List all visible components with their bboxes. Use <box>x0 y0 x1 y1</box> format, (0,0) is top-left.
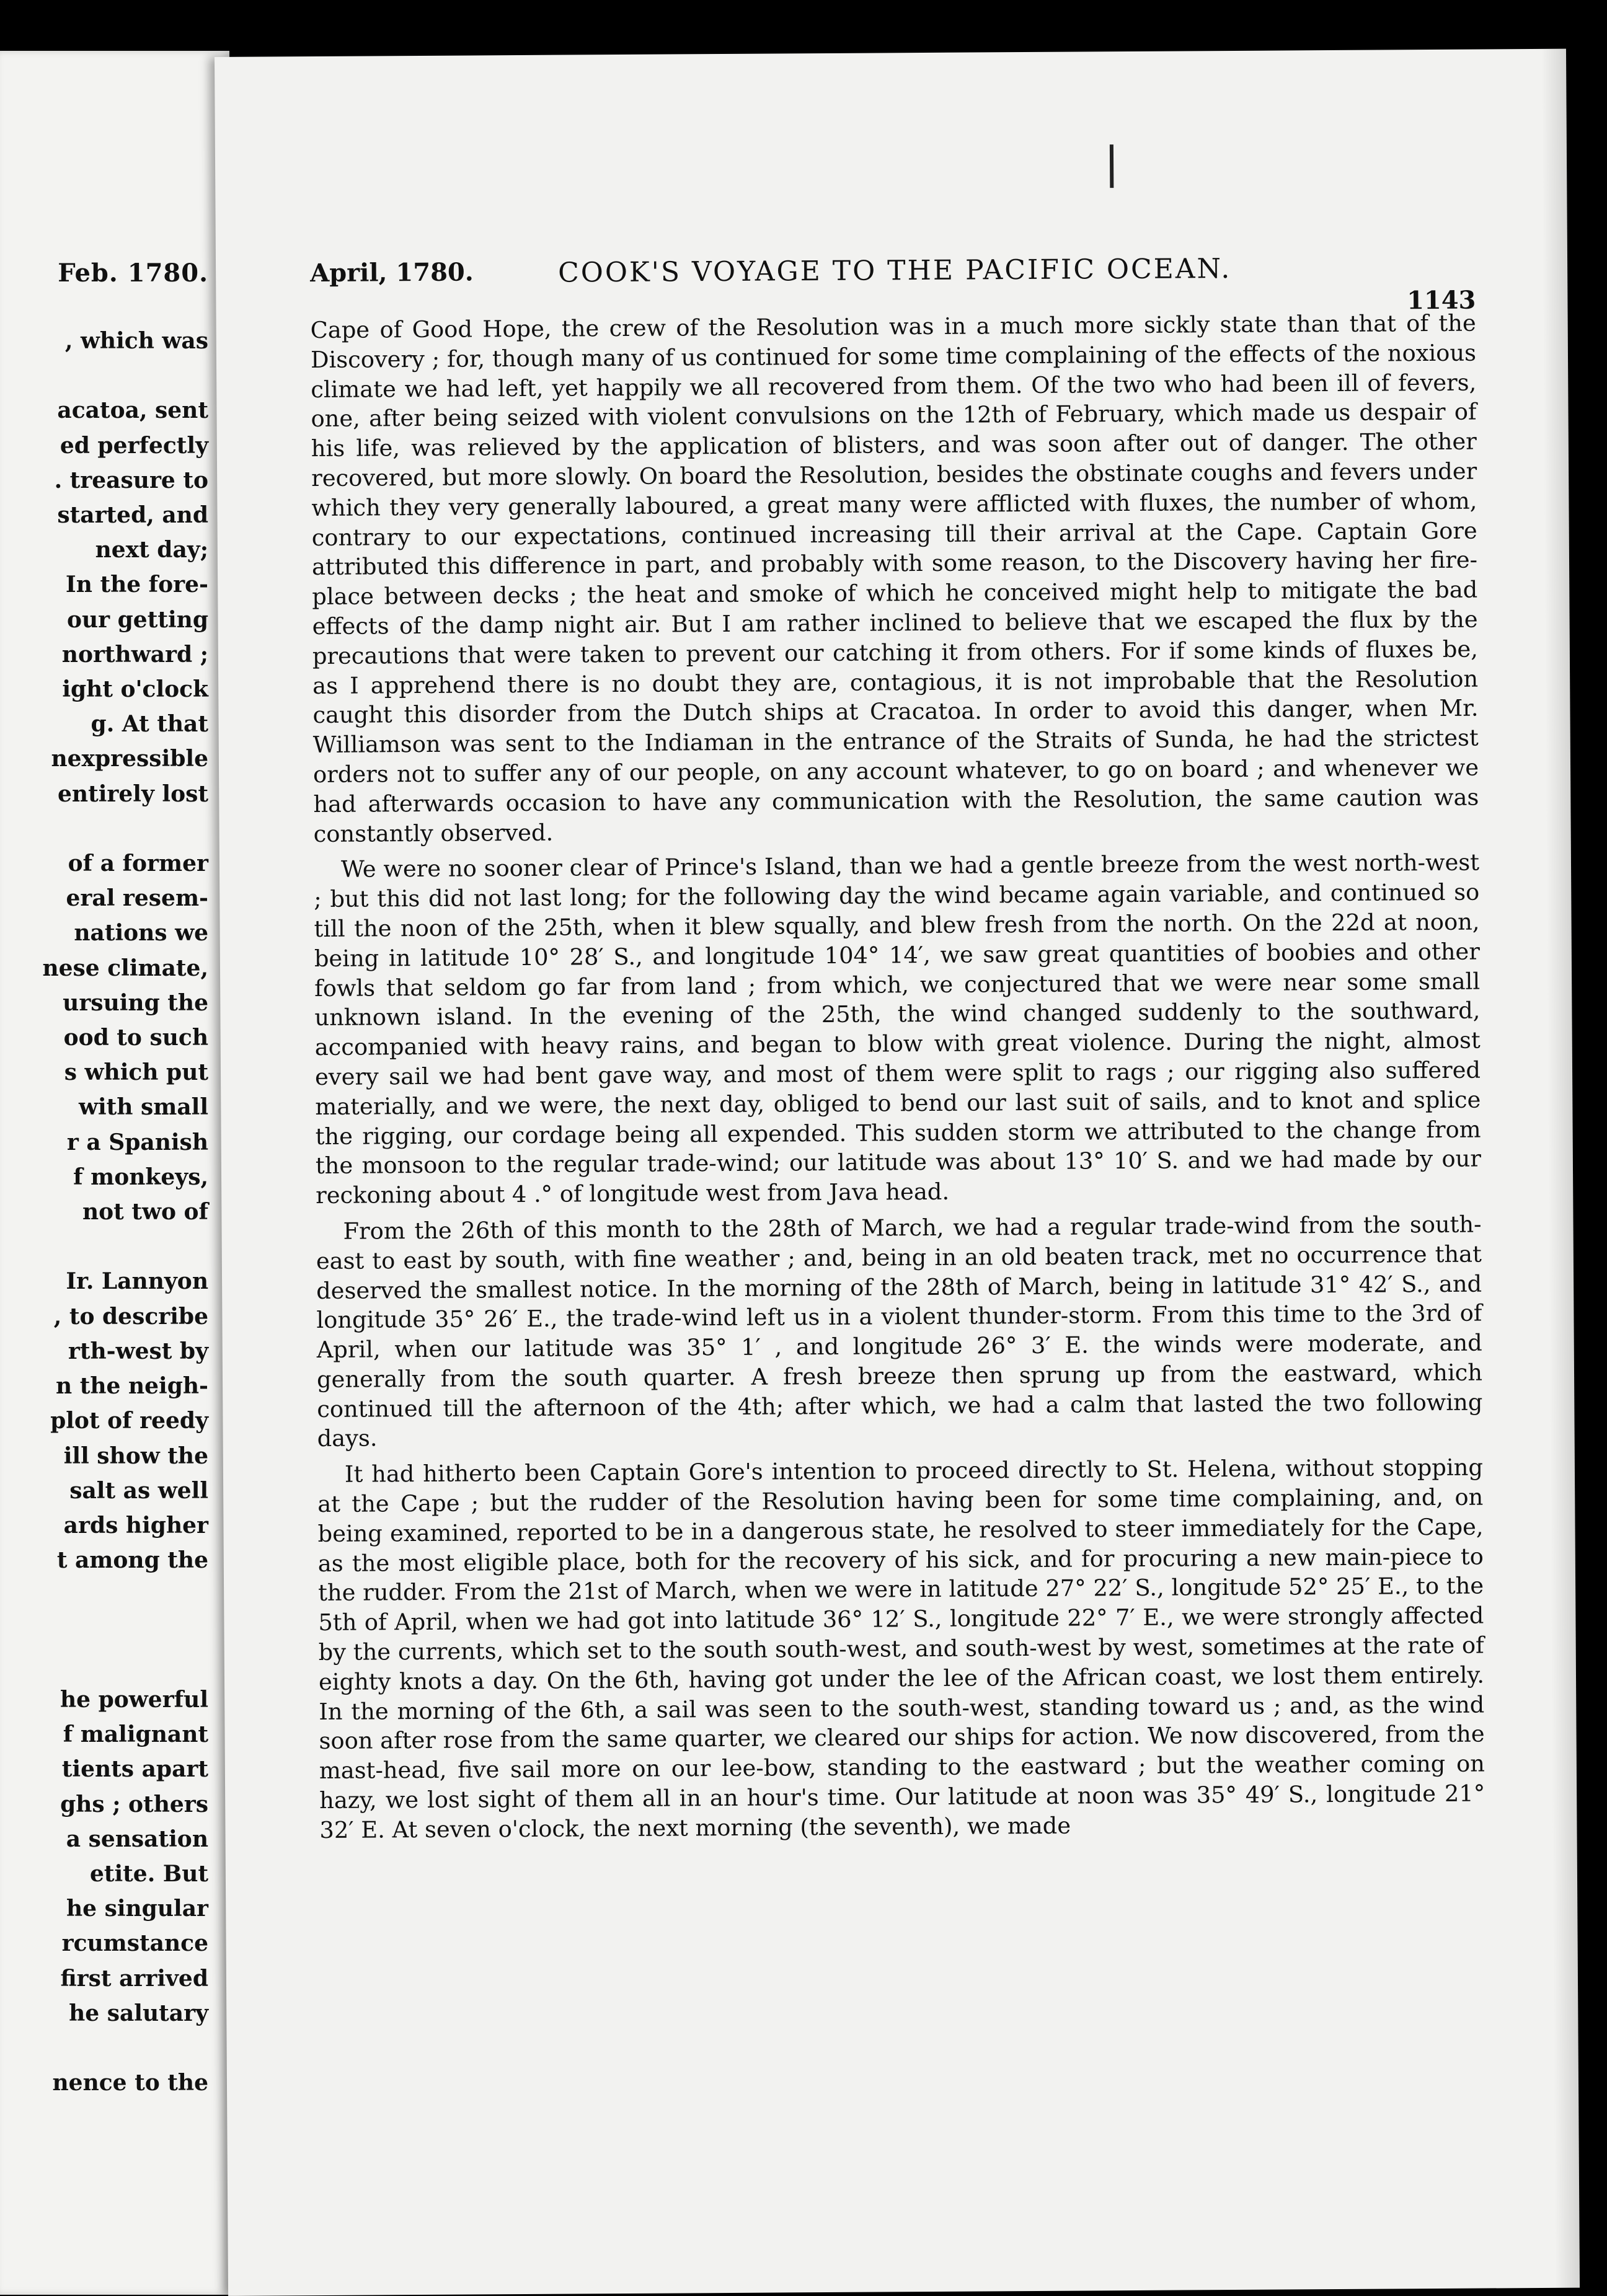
left-page-line: ood to such <box>63 1025 208 1051</box>
paragraph: We were no sooner clear of Prince's Island, than we had a gentle breeze from the west north-west ; but this did not last long; for the following day the wind became again variable, and continued so till the noon of the 25th, when it blew squally, and blew fresh from the north. On the 22d at noon, being in latitude 10° 28′ S., and longitude 104° 14′, we saw great quantities of boobies and other fowls that seldom go far from land ; from which, we conjectured that we were near some small unknown island. In the evening of the 25th, the wind changed suddenly to the southward, accompanied with heavy rains, and began to blow with great violence. During the night, almost every sail we had bent gave way, and most of them were split to rags ; our rigging also suffered materially, and we were, the next day, obliged to bend our last suit of sails, and to knot and splice the rigging, our cordage being all expended. This sudden storm we attributed to the change from the monsoon to the regular trade-wind; our latitude was about 13° 10′ S. and we had made by our reckoning about 4 .° of longitude west from Java head. <box>314 849 1482 1209</box>
left-page-header: Feb. 1780. <box>58 258 208 288</box>
left-page-line: first arrived <box>60 1965 208 1992</box>
left-page-line <box>42 1648 208 1682</box>
left-page-line: eral resem- <box>66 885 208 912</box>
left-page-line: with small <box>78 1094 208 1121</box>
left-page-line: r a Spanish <box>66 1129 208 1155</box>
left-page-line: rcumstance <box>61 1930 208 1957</box>
paragraph: It had hitherto been Captain Gore's intention to proceed directly to St. Helena, without stopping at the Cape ; but the rudder of the Resolution having been for some time complaining, and, on being examined, reported to be in a dangerous state, he resolved to steer immediately for the Cape, as the most eligible place, both for the recovery of his sick, and for procuring a new main-piece to the rudder. From the 21st of March, when we were in latitude 27° 22′ S., longitude 52° 25′ E., to the 5th of April, when we had got into latitude 36° 12′ S., longitude 22° 7′ E., we were strongly affected by the currents, which set to the south south-west, and south-west by west, sometimes at the rate of eighty knots a day. On the 6th, having got under the lee of the African coast, we lost them entirely. In the morning of the 6th, a sail was seen to the south-west, standing toward us ; and, as the wind soon after rose from the same quarter, we cleared our ships for action. We now discovered, from the mast-head, five sail more on our lee-bow, standing to the eastward ; but the weather coming on hazy, we lost sight of them all in an hour's time. Our latitude at noon was 35° 49′ S., longitude 21° 32′ E. At seven o'clock, the next morning (the seventh), we made <box>317 1454 1485 1843</box>
header-date: April, 1780. <box>309 257 474 288</box>
left-page-line: . treasure to <box>54 467 208 493</box>
left-page-line: Ir. Lannyon <box>66 1268 208 1295</box>
left-page-line: our getting <box>66 606 208 633</box>
left-page-line: , which was <box>64 328 208 354</box>
left-page-line: he powerful <box>60 1686 208 1713</box>
left-page-line: f malignant <box>63 1721 208 1748</box>
left-page-line: ards higher <box>63 1512 208 1539</box>
left-page-line: etite. But <box>89 1860 208 1887</box>
left-page-line: nations we <box>74 920 208 947</box>
left-page-line <box>42 1613 208 1648</box>
page-header <box>309 252 1476 316</box>
left-page-line: acatoa, sent <box>57 397 208 424</box>
page-edge-shadow <box>1541 49 1580 2288</box>
left-page-line: started, and <box>57 502 208 529</box>
right-page <box>215 49 1580 2296</box>
left-page-line: he salutary <box>69 2000 208 2026</box>
left-page-line: he singular <box>66 1896 208 1922</box>
left-page-line: f monkeys, <box>73 1163 208 1190</box>
paragraph: Cape of Good Hope, the crew of the Resolution was in a much more sickly state than that of the Discovery ; for, though many of us continued for some time complaining of the effects of the noxious climate we had left, yet happily we all recovered from them. Of the two who had been ill of fevers, one, after being seized with violent convulsions on the 12th of February, which made us despair of his life, was relieved by the application of blisters, and was soon after out of danger. The other recovered, but more slowly. On board the Resolution, besides the obstinate coughs and fevers under which they very generally laboured, a great many were afflicted with fluxes, the number of whom, contrary to our expectations, continued increasing till their arrival at the Cape. Captain Gore attributed this difference in part, and probably with some reason, to the Discovery having her fire-place between decks ; the heat and smoke of which he conceived might help to mitigate the bad effects of the damp night air. But I am rather inclined to believe that we escaped the flux by the precautions that were taken to prevent our catching it from others. For if some kinds of fluxes be, as I apprehend there is no doubt they are, contagious, it is not improbable that the Resolution caught this disorder from the Dutch ships at Cracatoa. In order to avoid this danger, when Mr. Williamson was sent to the Indiaman in the entrance of the Straits of Sunda, he had the strictest orders not to suffer any of our people, on any account whatever, to go on board ; and whenever we had afterwards occasion to have any communication with the Resolution, the same caution was constantly observed. <box>310 309 1479 847</box>
left-page-line: entirely lost <box>58 780 208 807</box>
left-page-line: g. At that <box>91 711 208 738</box>
body-text <box>311 309 1485 1852</box>
left-page-line: , to describe <box>53 1303 208 1330</box>
left-page-text <box>42 324 208 2100</box>
left-page-line: ed perfectly <box>60 432 208 459</box>
paragraph: From the 26th of this month to the 28th of March, we had a regular trade-wind from the south-east to east by south, with fine weather ; and, being in an old beaten track, met no occurrence that deserved the smallest notice. In the morning of the 28th of March, being in latitude 31° 42′ S., and longitude 35° 26′ E., the trade-wind left us in a violent thunder-storm. From this time to the 3rd of April, when our latitude was 35° 1′ , and longitude 26° 3′ E. the winds were moderate, and generally from the south quarter. A fresh breeze then sprung up from the eastward, which continued till the afternoon of the 4th; after which, we had a calm that lasted the two following days. <box>316 1211 1483 1452</box>
page-number: 1143 <box>1406 285 1476 316</box>
left-page-line: nese climate, <box>42 955 208 981</box>
left-page-line: t among the <box>56 1547 208 1574</box>
left-page-line <box>42 358 208 393</box>
left-page-line: nence to the <box>52 2070 208 2096</box>
left-page-line: plot of reedy <box>50 1408 208 1434</box>
left-page-line: next day; <box>95 537 208 563</box>
left-page-line: ursuing the <box>63 989 208 1016</box>
left-page-line: In the fore- <box>65 572 208 598</box>
left-page-line: s which put <box>64 1059 208 1086</box>
left-page-line: rth-west by <box>68 1338 208 1364</box>
left-page-line: n the neigh- <box>56 1373 208 1400</box>
left-page-line <box>42 1578 208 1612</box>
left-page-line <box>42 2031 208 2065</box>
left-page-line: ight o'clock <box>62 676 208 703</box>
left-page-line: tients apart <box>61 1756 208 1783</box>
left-page-line: nexpressible <box>51 746 208 772</box>
binding-mark <box>1110 144 1113 188</box>
left-page-line <box>42 1229 208 1264</box>
left-page-line: ill show the <box>63 1442 208 1469</box>
left-page-line: northward ; <box>61 641 208 668</box>
left-page-line: of a former <box>68 850 208 877</box>
left-page-line: not two of <box>82 1199 208 1225</box>
left-page-line: a sensation <box>66 1826 208 1852</box>
left-page-line: ghs ; others <box>60 1791 208 1817</box>
left-page-line <box>42 811 208 846</box>
running-title: COOK'S VOYAGE TO THE PACIFIC OCEAN. <box>557 252 1232 289</box>
left-page <box>0 51 229 2295</box>
left-page-line: salt as well <box>69 1477 208 1504</box>
